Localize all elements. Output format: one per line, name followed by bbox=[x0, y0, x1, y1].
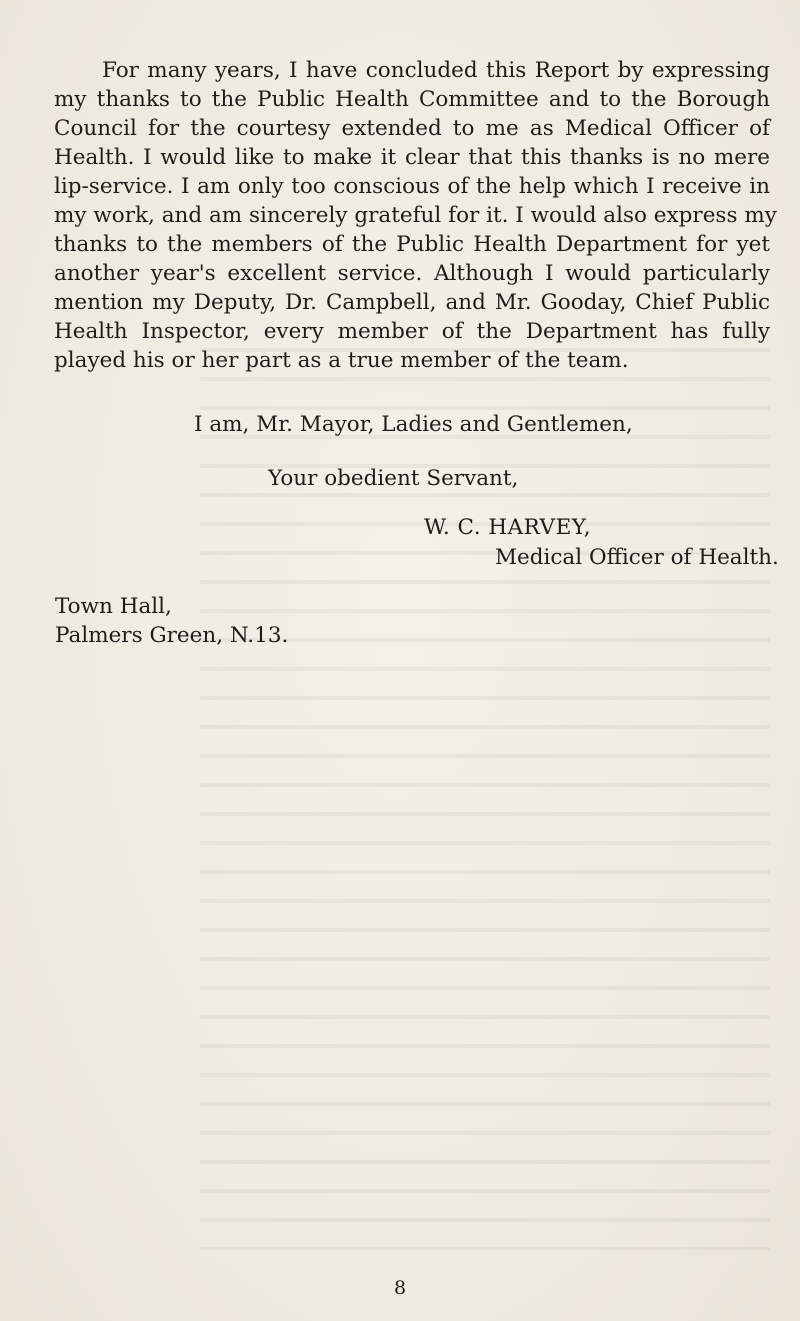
paragraph-line: mention my Deputy, Dr. Campbell, and Mr. Gooday, Chief Public bbox=[54, 290, 770, 315]
paragraph-line: Council for the courtesy extended to me as Medical Officer of bbox=[54, 116, 770, 141]
complimentary-close: Your obedient Servant, bbox=[268, 466, 519, 491]
address-line-1: Town Hall, bbox=[55, 594, 172, 619]
address-line-2: Palmers Green, N.13. bbox=[55, 623, 289, 648]
signature-title: Medical Officer of Health. bbox=[495, 545, 779, 570]
paragraph-line: Health. I would like to make it clear that this thanks is no mere bbox=[54, 145, 770, 170]
paragraph-line: thanks to the members of the Public Health Department for yet bbox=[54, 232, 770, 257]
paragraph-line: played his or her part as a true member of the team. bbox=[54, 348, 629, 373]
closing-paragraph bbox=[54, 56, 777, 375]
paragraph-line: my work, and am sincerely grateful for it. I would also express my bbox=[54, 203, 777, 228]
signature-name: W. C. HARVEY, bbox=[424, 515, 592, 540]
paragraph-line: another year's excellent service. Although I would particularly bbox=[54, 261, 770, 286]
salutation: I am, Mr. Mayor, Ladies and Gentlemen, bbox=[194, 412, 633, 437]
paragraph-line: my thanks to the Public Health Committee and to the Borough bbox=[54, 87, 770, 112]
page-number: 8 bbox=[393, 1277, 407, 1299]
paragraph-line: For many years, I have concluded this Report by expressing bbox=[102, 58, 770, 83]
paragraph-line: Health Inspector, every member of the Department has fully bbox=[54, 319, 770, 344]
paragraph-line: lip-service. I am only too conscious of the help which I receive in bbox=[54, 174, 770, 199]
